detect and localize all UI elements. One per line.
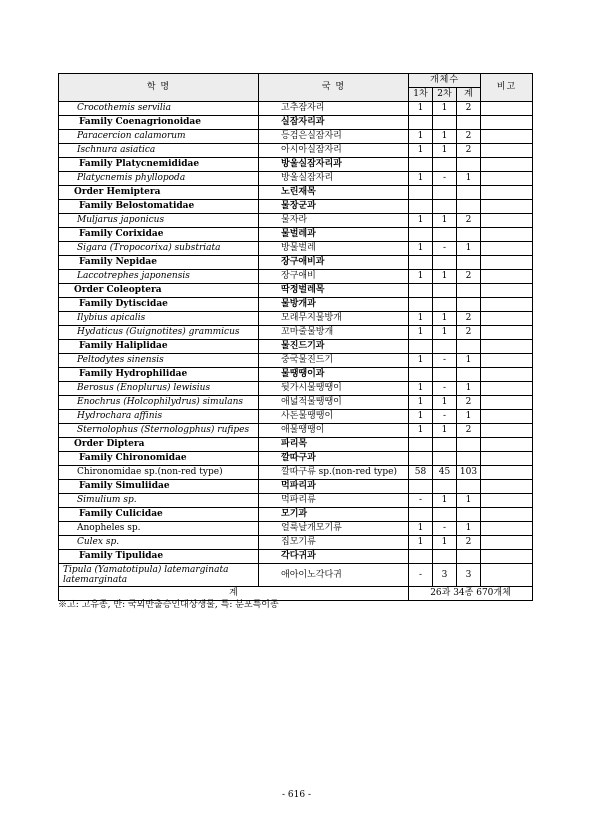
scientific-name-cell: Platycnemis phyllopoda bbox=[59, 172, 259, 186]
first-count-cell bbox=[409, 228, 433, 242]
remarks-cell bbox=[481, 298, 533, 312]
second-count-cell: - bbox=[433, 410, 457, 424]
table-row bbox=[59, 424, 533, 438]
second-count-cell bbox=[433, 508, 457, 522]
remarks-cell bbox=[481, 494, 533, 508]
korean-name-cell: 애넓적물땡땡이 bbox=[259, 396, 409, 410]
remarks-cell bbox=[481, 130, 533, 144]
korean-name-cell: 딱정벌레목 bbox=[259, 284, 409, 298]
korean-name-cell: 모래무지물방개 bbox=[259, 312, 409, 326]
table-row bbox=[59, 312, 533, 326]
remarks-cell bbox=[481, 102, 533, 116]
first-count-cell: 1 bbox=[409, 130, 433, 144]
first-count-cell bbox=[409, 550, 433, 564]
first-count-cell bbox=[409, 256, 433, 270]
korean-name-cell: 장구애비과 bbox=[259, 256, 409, 270]
second-count-cell: 1 bbox=[433, 130, 457, 144]
table-row bbox=[59, 130, 533, 144]
korean-name-cell: 얼룩날개모기류 bbox=[259, 522, 409, 536]
korean-name-cell: 물자라 bbox=[259, 214, 409, 228]
table-row bbox=[59, 466, 533, 480]
header-remarks: 비고 bbox=[481, 74, 533, 102]
remarks-cell bbox=[481, 480, 533, 494]
total-count-cell: 2 bbox=[457, 144, 481, 158]
first-count-cell bbox=[409, 368, 433, 382]
table-row bbox=[59, 158, 533, 172]
korean-name-cell: 꼬마줄물방개 bbox=[259, 326, 409, 340]
total-count-cell: 1 bbox=[457, 354, 481, 368]
scientific-name-cell: Chironomidae sp.(non-red type) bbox=[59, 466, 259, 480]
second-count-cell bbox=[433, 200, 457, 214]
table-row bbox=[59, 102, 533, 116]
scientific-name-cell: Family Coenagrionoidae bbox=[59, 116, 259, 130]
total-count-cell bbox=[457, 368, 481, 382]
table-row bbox=[59, 494, 533, 508]
scientific-name-cell: Sternolophus (Sternologphus) rufipes bbox=[59, 424, 259, 438]
total-count-cell: 3 bbox=[457, 564, 481, 587]
korean-name-cell: 뒷가시물땡땡이 bbox=[259, 382, 409, 396]
first-count-cell: 1 bbox=[409, 424, 433, 438]
table-row bbox=[59, 508, 533, 522]
total-count-cell bbox=[457, 438, 481, 452]
korean-name-cell: 고추잠자리 bbox=[259, 102, 409, 116]
first-count-cell: 58 bbox=[409, 466, 433, 480]
table-row bbox=[59, 326, 533, 340]
scientific-name-cell: Crocothemis servilia bbox=[59, 102, 259, 116]
total-count-cell bbox=[457, 158, 481, 172]
remarks-cell bbox=[481, 228, 533, 242]
first-count-cell: 1 bbox=[409, 312, 433, 326]
first-count-cell bbox=[409, 438, 433, 452]
second-count-cell: 1 bbox=[433, 396, 457, 410]
scientific-name-cell: Family Belostomatidae bbox=[59, 200, 259, 214]
korean-name-cell: 파리목 bbox=[259, 438, 409, 452]
remarks-cell bbox=[481, 200, 533, 214]
second-count-cell bbox=[433, 256, 457, 270]
scientific-name-cell: Family Haliplidae bbox=[59, 340, 259, 354]
total-count-cell bbox=[457, 284, 481, 298]
header-total: 계 bbox=[457, 88, 481, 102]
korean-name-cell: 깔따구류 sp.(non-red type) bbox=[259, 466, 409, 480]
remarks-cell bbox=[481, 368, 533, 382]
second-count-cell: 1 bbox=[433, 326, 457, 340]
second-count-cell bbox=[433, 284, 457, 298]
total-count-cell: 2 bbox=[457, 214, 481, 228]
korean-name-cell: 사돈물땡땡이 bbox=[259, 410, 409, 424]
korean-name-cell: 실잠자리과 bbox=[259, 116, 409, 130]
scientific-name-cell: Laccotrephes japonensis bbox=[59, 270, 259, 284]
remarks-cell bbox=[481, 424, 533, 438]
first-count-cell: 1 bbox=[409, 536, 433, 550]
table-row bbox=[59, 340, 533, 354]
second-count-cell bbox=[433, 186, 457, 200]
korean-name-cell: 물방개과 bbox=[259, 298, 409, 312]
scientific-name-cell: Anopheles sp. bbox=[59, 522, 259, 536]
first-count-cell bbox=[409, 340, 433, 354]
scientific-name-cell: Family Simuliidae bbox=[59, 480, 259, 494]
header-count-group: 개체수 bbox=[409, 74, 481, 88]
korean-name-cell: 물장군과 bbox=[259, 200, 409, 214]
table-row bbox=[59, 172, 533, 186]
first-count-cell bbox=[409, 186, 433, 200]
total-count-cell: 2 bbox=[457, 312, 481, 326]
scientific-name-cell: Sigara (Tropocorixa) substriata bbox=[59, 242, 259, 256]
second-count-cell: - bbox=[433, 354, 457, 368]
total-count-cell: 1 bbox=[457, 382, 481, 396]
total-count-cell bbox=[457, 186, 481, 200]
table-row bbox=[59, 410, 533, 424]
page-number: - 616 - bbox=[282, 790, 311, 800]
remarks-cell bbox=[481, 256, 533, 270]
remarks-cell bbox=[481, 508, 533, 522]
total-count-cell bbox=[457, 480, 481, 494]
scientific-name-cell: Family Platycnemididae bbox=[59, 158, 259, 172]
scientific-name-cell: Muljarus japonicus bbox=[59, 214, 259, 228]
table-row bbox=[59, 270, 533, 284]
remarks-cell bbox=[481, 536, 533, 550]
table-row bbox=[59, 242, 533, 256]
total-count-cell: 2 bbox=[457, 396, 481, 410]
scientific-name-cell: Family Tipulidae bbox=[59, 550, 259, 564]
second-count-cell: 1 bbox=[433, 536, 457, 550]
first-count-cell: - bbox=[409, 494, 433, 508]
total-count-cell bbox=[457, 452, 481, 466]
remarks-cell bbox=[481, 452, 533, 466]
remarks-cell bbox=[481, 564, 533, 587]
table-row bbox=[59, 368, 533, 382]
scientific-name-cell: Culex sp. bbox=[59, 536, 259, 550]
species-table bbox=[58, 73, 533, 601]
second-count-cell bbox=[433, 452, 457, 466]
korean-name-cell: 먹파리과 bbox=[259, 480, 409, 494]
korean-name-cell: 물벌레과 bbox=[259, 228, 409, 242]
scientific-name-cell: Family Nepidae bbox=[59, 256, 259, 270]
remarks-cell bbox=[481, 172, 533, 186]
total-count-cell: 2 bbox=[457, 536, 481, 550]
header-scientific-name: 학 명 bbox=[59, 74, 259, 102]
table-row bbox=[59, 382, 533, 396]
scientific-name-cell: Family Dytiscidae bbox=[59, 298, 259, 312]
second-count-cell: 1 bbox=[433, 270, 457, 284]
second-count-cell: 1 bbox=[433, 494, 457, 508]
first-count-cell: 1 bbox=[409, 326, 433, 340]
table-row bbox=[59, 452, 533, 466]
scientific-name-cell: Family Hydrophilidae bbox=[59, 368, 259, 382]
first-count-cell bbox=[409, 452, 433, 466]
second-count-cell: - bbox=[433, 382, 457, 396]
scientific-name-cell: Ischnura asiatica bbox=[59, 144, 259, 158]
table-row bbox=[59, 200, 533, 214]
table-row bbox=[59, 214, 533, 228]
first-count-cell: 1 bbox=[409, 354, 433, 368]
korean-name-cell: 방울실잠자리과 bbox=[259, 158, 409, 172]
scientific-name-cell: Paracercion calamorum bbox=[59, 130, 259, 144]
remarks-cell bbox=[481, 312, 533, 326]
table-row bbox=[59, 354, 533, 368]
first-count-cell: 1 bbox=[409, 382, 433, 396]
second-count-cell: 1 bbox=[433, 424, 457, 438]
total-count-cell bbox=[457, 508, 481, 522]
second-count-cell: 1 bbox=[433, 144, 457, 158]
scientific-name-cell: Enochrus (Holcophilydrus) simulans bbox=[59, 396, 259, 410]
total-count-cell bbox=[457, 116, 481, 130]
first-count-cell: 1 bbox=[409, 396, 433, 410]
first-count-cell bbox=[409, 116, 433, 130]
korean-name-cell: 노린재목 bbox=[259, 186, 409, 200]
total-count-cell bbox=[457, 200, 481, 214]
second-count-cell bbox=[433, 340, 457, 354]
table-row bbox=[59, 298, 533, 312]
second-count-cell: 45 bbox=[433, 466, 457, 480]
first-count-cell: 1 bbox=[409, 102, 433, 116]
first-count-cell bbox=[409, 298, 433, 312]
second-count-cell bbox=[433, 438, 457, 452]
table-row bbox=[59, 438, 533, 452]
first-count-cell: 1 bbox=[409, 410, 433, 424]
second-count-cell: 3 bbox=[433, 564, 457, 587]
total-count-cell: 1 bbox=[457, 410, 481, 424]
scientific-name-cell: Hydaticus (Guignotites) grammicus bbox=[59, 326, 259, 340]
header-second-survey: 2차 bbox=[433, 88, 457, 102]
first-count-cell bbox=[409, 158, 433, 172]
second-count-cell bbox=[433, 368, 457, 382]
table-row bbox=[59, 480, 533, 494]
scientific-name-cell: Family Culicidae bbox=[59, 508, 259, 522]
first-count-cell: 1 bbox=[409, 242, 433, 256]
total-count-cell: 2 bbox=[457, 102, 481, 116]
remarks-cell bbox=[481, 438, 533, 452]
korean-name-cell: 모기과 bbox=[259, 508, 409, 522]
remarks-cell bbox=[481, 242, 533, 256]
korean-name-cell: 장구애비 bbox=[259, 270, 409, 284]
korean-name-cell: 애아이노각다귀 bbox=[259, 564, 409, 587]
first-count-cell: 1 bbox=[409, 144, 433, 158]
total-count-cell: 2 bbox=[457, 130, 481, 144]
total-count-cell bbox=[457, 340, 481, 354]
korean-name-cell: 중국물진드기 bbox=[259, 354, 409, 368]
second-count-cell: - bbox=[433, 242, 457, 256]
total-count-cell: 1 bbox=[457, 172, 481, 186]
first-count-cell bbox=[409, 284, 433, 298]
total-count-cell: 1 bbox=[457, 522, 481, 536]
footnote: ※고: 고유종, 반: 국외반출승인대상생물, 특: 분포특이종 bbox=[58, 600, 279, 610]
first-count-cell: - bbox=[409, 564, 433, 587]
remarks-cell bbox=[481, 284, 533, 298]
remarks-cell bbox=[481, 382, 533, 396]
second-count-cell bbox=[433, 298, 457, 312]
second-count-cell: 1 bbox=[433, 214, 457, 228]
remarks-cell bbox=[481, 326, 533, 340]
remarks-cell bbox=[481, 158, 533, 172]
total-count-cell: 2 bbox=[457, 424, 481, 438]
korean-name-cell: 물땡땡이과 bbox=[259, 368, 409, 382]
remarks-cell bbox=[481, 116, 533, 130]
korean-name-cell: 집모기류 bbox=[259, 536, 409, 550]
scientific-name-cell: Peltodytes sinensis bbox=[59, 354, 259, 368]
korean-name-cell: 방울실잠자리 bbox=[259, 172, 409, 186]
table-row bbox=[59, 186, 533, 200]
second-count-cell: - bbox=[433, 522, 457, 536]
scientific-name-cell: Hydrochara affinis bbox=[59, 410, 259, 424]
second-count-cell bbox=[433, 228, 457, 242]
header-korean-name: 국 명 bbox=[259, 74, 409, 102]
second-count-cell: - bbox=[433, 172, 457, 186]
total-count-cell: 1 bbox=[457, 242, 481, 256]
table-row bbox=[59, 144, 533, 158]
total-count-cell: 2 bbox=[457, 270, 481, 284]
total-count-cell bbox=[457, 298, 481, 312]
second-count-cell bbox=[433, 480, 457, 494]
scientific-name-cell: Order Coleoptera bbox=[59, 284, 259, 298]
total-count-cell: 103 bbox=[457, 466, 481, 480]
first-count-cell: 1 bbox=[409, 214, 433, 228]
table-row bbox=[59, 228, 533, 242]
remarks-cell bbox=[481, 270, 533, 284]
total-label: 계 bbox=[59, 587, 409, 601]
remarks-cell bbox=[481, 214, 533, 228]
first-count-cell bbox=[409, 480, 433, 494]
second-count-cell bbox=[433, 550, 457, 564]
scientific-name-cell: Family Chironomidae bbox=[59, 452, 259, 466]
table-row bbox=[59, 536, 533, 550]
table-row bbox=[59, 396, 533, 410]
total-count-cell bbox=[457, 228, 481, 242]
korean-name-cell: 깔따구과 bbox=[259, 452, 409, 466]
remarks-cell bbox=[481, 466, 533, 480]
second-count-cell bbox=[433, 158, 457, 172]
total-count-cell bbox=[457, 256, 481, 270]
scientific-name-cell: Order Diptera bbox=[59, 438, 259, 452]
korean-name-cell: 방물벌레 bbox=[259, 242, 409, 256]
scientific-name-cell: Tipula (Yamatotipula) latemarginata latemarginata bbox=[59, 564, 259, 587]
korean-name-cell: 각다귀과 bbox=[259, 550, 409, 564]
first-count-cell bbox=[409, 508, 433, 522]
korean-name-cell: 애물땡땡이 bbox=[259, 424, 409, 438]
second-count-cell bbox=[433, 116, 457, 130]
table-row bbox=[59, 116, 533, 130]
first-count-cell bbox=[409, 200, 433, 214]
remarks-cell bbox=[481, 186, 533, 200]
remarks-cell bbox=[481, 354, 533, 368]
scientific-name-cell: Order Hemiptera bbox=[59, 186, 259, 200]
remarks-cell bbox=[481, 410, 533, 424]
scientific-name-cell: Berosus (Enoplurus) lewisius bbox=[59, 382, 259, 396]
second-count-cell: 1 bbox=[433, 312, 457, 326]
scientific-name-cell: Ilybius apicalis bbox=[59, 312, 259, 326]
remarks-cell bbox=[481, 550, 533, 564]
remarks-cell bbox=[481, 396, 533, 410]
total-summary: 26과 34종 670개체 bbox=[409, 587, 533, 601]
scientific-name-cell: Simulium sp. bbox=[59, 494, 259, 508]
first-count-cell: 1 bbox=[409, 270, 433, 284]
remarks-cell bbox=[481, 522, 533, 536]
total-count-cell: 1 bbox=[457, 494, 481, 508]
first-count-cell: 1 bbox=[409, 172, 433, 186]
table-body bbox=[59, 102, 533, 587]
remarks-cell bbox=[481, 144, 533, 158]
total-count-cell: 2 bbox=[457, 326, 481, 340]
korean-name-cell: 먹파리류 bbox=[259, 494, 409, 508]
total-count-cell bbox=[457, 550, 481, 564]
table-row bbox=[59, 550, 533, 564]
second-count-cell: 1 bbox=[433, 102, 457, 116]
korean-name-cell: 등검은실잠자리 bbox=[259, 130, 409, 144]
first-count-cell: 1 bbox=[409, 522, 433, 536]
korean-name-cell: 물진드기과 bbox=[259, 340, 409, 354]
remarks-cell bbox=[481, 340, 533, 354]
table-row bbox=[59, 256, 533, 270]
korean-name-cell: 아시아실잠자리 bbox=[259, 144, 409, 158]
scientific-name-cell: Family Corixidae bbox=[59, 228, 259, 242]
table-row bbox=[59, 284, 533, 298]
header-first-survey: 1차 bbox=[409, 88, 433, 102]
table-row bbox=[59, 564, 533, 587]
table-row bbox=[59, 522, 533, 536]
